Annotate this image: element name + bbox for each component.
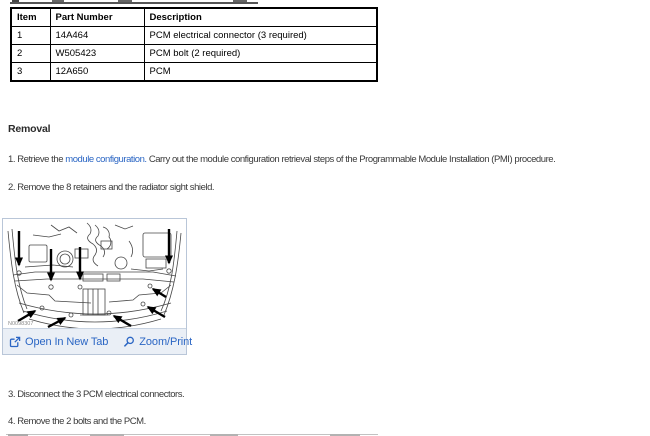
cell-description: PCM electrical connector (3 required) xyxy=(144,27,377,45)
cell-description: PCM bolt (2 required) xyxy=(144,45,377,63)
cut-off-text-remnant-bottom xyxy=(0,432,650,436)
step-2: 2. Remove the 8 retainers and the radiator sight shield. xyxy=(8,182,215,193)
figure-toolbar xyxy=(3,328,193,354)
module-configuration-link[interactable]: module configuration. xyxy=(65,154,147,165)
magnifier-icon xyxy=(123,336,135,348)
table-row xyxy=(11,45,377,63)
removal-heading: Removal xyxy=(8,123,51,135)
table-row xyxy=(11,27,377,45)
parts-table xyxy=(10,7,378,82)
figure-viewer xyxy=(2,218,193,355)
cell-item: 3 xyxy=(11,63,50,82)
column-header-description: Description xyxy=(144,8,377,27)
column-header-part-number: Part Number xyxy=(50,8,144,27)
cell-part-number: 14A464 xyxy=(50,27,144,45)
figure-reference-label: N0098307 xyxy=(8,321,34,327)
zoom-print-label: Zoom/Print xyxy=(139,335,193,348)
open-in-new-tab-link[interactable] xyxy=(9,336,108,348)
cell-item: 2 xyxy=(11,45,50,63)
cut-off-text-remnant-top xyxy=(0,0,650,4)
open-in-new-tab-label: Open In New Tab xyxy=(25,335,109,348)
engine-compartment-diagram xyxy=(3,219,186,328)
step-4: 4. Remove the 2 bolts and the PCM. xyxy=(8,416,146,427)
step-1-suffix: Carry out the module configuration retrieval steps of the Programmable Module Installation (PMI) procedure. xyxy=(146,154,556,165)
column-header-item: Item xyxy=(11,8,50,27)
cell-item: 1 xyxy=(11,27,50,45)
table-row xyxy=(11,63,377,82)
open-in-new-icon xyxy=(9,336,21,348)
zoom-print-link[interactable] xyxy=(123,336,192,348)
step-1 xyxy=(8,154,555,165)
cell-part-number: W505423 xyxy=(50,45,144,63)
cell-part-number: 12A650 xyxy=(50,63,144,82)
parts-table-header-row xyxy=(11,8,377,27)
step-3: 3. Disconnect the 3 PCM electrical connectors. xyxy=(8,389,185,400)
step-1-prefix: 1. Retrieve the xyxy=(8,154,66,165)
cell-description: PCM xyxy=(144,63,377,82)
